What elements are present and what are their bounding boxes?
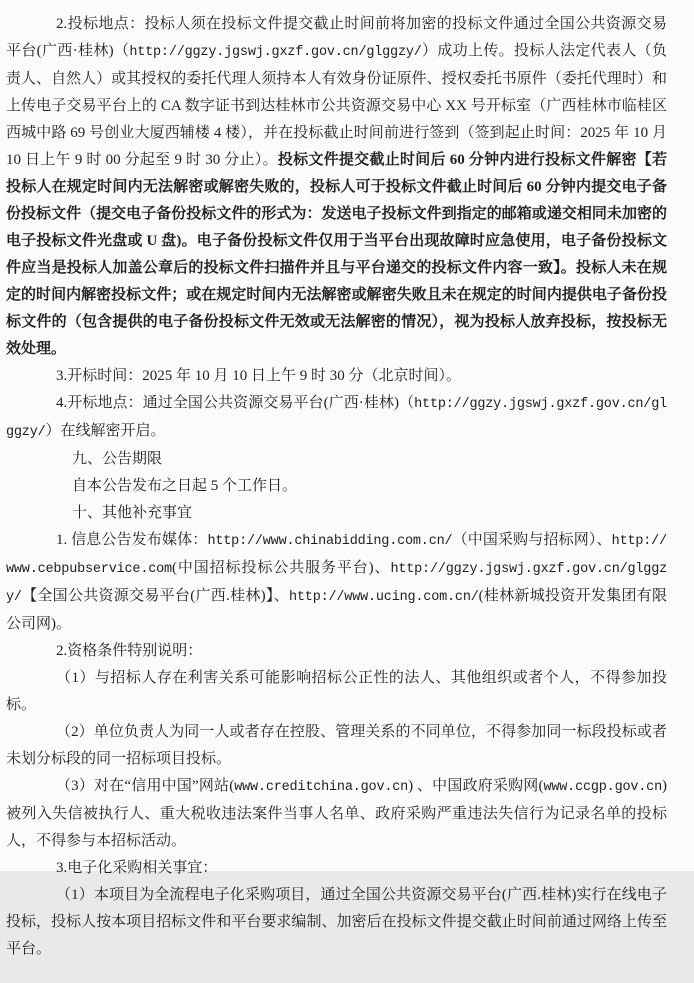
text-run: 3.开标时间：2025 年 10 月 10 日上午 9 时 30 分（北京时间）。 (56, 368, 462, 384)
text-run: ）在线解密开启。 (45, 423, 166, 439)
paragraph (6, 882, 667, 963)
url-text: http://ggzy.jgswj.gxzf.gov.cn/glggzy/ (129, 45, 422, 60)
text-run: (桂林新城投资开发集团有限公司网)。 (6, 588, 668, 632)
url-text: http://ggzy.jgswj.gxzf.gov.cn/glggzy/ (6, 397, 667, 440)
text-run: 自本公告发布之日起 5 个工作日。 (72, 478, 298, 494)
paragraph (6, 363, 667, 390)
paragraph (6, 719, 667, 773)
paragraph (6, 638, 667, 665)
url-text: http://ggzy.jgswj.gxzf.gov.cn/glggzy/ (6, 562, 667, 605)
text-run: ）成功上传。投标人法定代表人（负责人、自然人）或其授权的委托代理人须持本人有效身份证原件、授权委托书原件（委托代理时）和上传电子交易平台上的 CA 数字证书到达桂林市公共资源交易中心 XX 号开标室（广西桂林市临桂区西城中路 69 号创业大厦西辅楼 4 楼），并在投标截止时间前进行签到（签到起止时间：2025 年 10 月 10 日上午 9 时 00 分起至 9 时 30 分止）。 (6, 43, 667, 168)
text-run: 2.投标地点：投标人须在投标文件提交截止时间前将加密的投标文件通过全国公共资源交易平台(广西·桂林)（ (6, 16, 667, 59)
text-run: 3.电子化采购相关事宜： (56, 860, 218, 876)
paragraph (6, 446, 667, 473)
paragraph (6, 773, 667, 855)
text-run: (中国招标投标公共服务平台)、 (171, 560, 391, 576)
paragraph (6, 473, 667, 500)
paragraph (6, 527, 667, 638)
text-run: （1）本项目为全流程电子化采购项目，通过全国公共资源交易平台(广西.桂林)实行在线电子投标，投标人按本项目招标文件和平台要求编制、加密后在投标文件提交截止时间前通过网络上传至平台。 (6, 887, 667, 957)
text-run: （2）单位负责人为同一人或者存在控股、管理关系的不同单位，不得参加同一标段投标或者未划分标段的同一招标项目投标。 (6, 724, 667, 767)
url-text: www.ccgp.gov.cn (543, 780, 662, 795)
paragraph (6, 855, 667, 882)
text-run: 1. 信息公告发布媒体： (56, 532, 208, 548)
paragraph (6, 11, 667, 363)
paragraph (6, 665, 667, 719)
text-run: 4.开标地点：通过全国公共资源交易平台(广西·桂林)（ (56, 395, 415, 411)
text-run: 十、其他补充事宜 (72, 505, 193, 521)
text-run: （3）对在“信用中国”网站( (56, 778, 235, 794)
text-run: 投标文件提交截止时间后 60 分钟内进行投标文件解密【若投标人在规定时间内无法解密或解密失败的，投标人可于投标文件截止时间后 60 分钟内提交电子备份投标文件（提交电子备份投标文件的形式为：发送电子投标文件到指定的邮箱或递交相同未加密的电子投标文件光盘或 U 盘)。电子备份投标文件仅用于当平台出现故障时应急使用，电子备份投标文件应当是投标人加盖公章后的投标文件扫描件并且与平台递交的投标文件内容一致】。投标人未在规定的时间内解密投标文件；或在规定时间内无法解密或解密失败且未在规定的时间内提供电子备份投标文件的（包含提供的电子备份投标文件无效或无法解密的情况），视为投标人放弃投标，按投标无效处理。 (6, 152, 667, 357)
text-run: （1）与招标人存在利害关系可能影响招标公正性的法人、其他组织或者个人，不得参加投标。 (6, 670, 667, 713)
paragraph (6, 500, 667, 527)
url-text: http://www.chinabidding.com.cn/ (207, 534, 453, 549)
text-run: 【全国公共资源交易平台(广西.桂林)】、 (21, 588, 289, 604)
text-run: )被列入失信被执行人、重大税收违法案件当事人名单、政府采购严重违法失信行为记录名单的投标人，不得参与本招标活动。 (6, 778, 667, 849)
url-text: http://www.ucing.com.cn/ (288, 590, 479, 605)
url-text: http://www.cebpubservice.com (6, 534, 667, 577)
text-run: ) 、中国政府采购网( (408, 778, 544, 794)
text-run: （中国采购与招标网）、 (452, 532, 612, 548)
text-run: 2.资格条件特别说明： (56, 643, 203, 659)
url-text: www.creditchina.gov.cn (234, 780, 409, 795)
paragraph (6, 390, 667, 446)
text-run: 九、公告期限 (72, 451, 163, 467)
